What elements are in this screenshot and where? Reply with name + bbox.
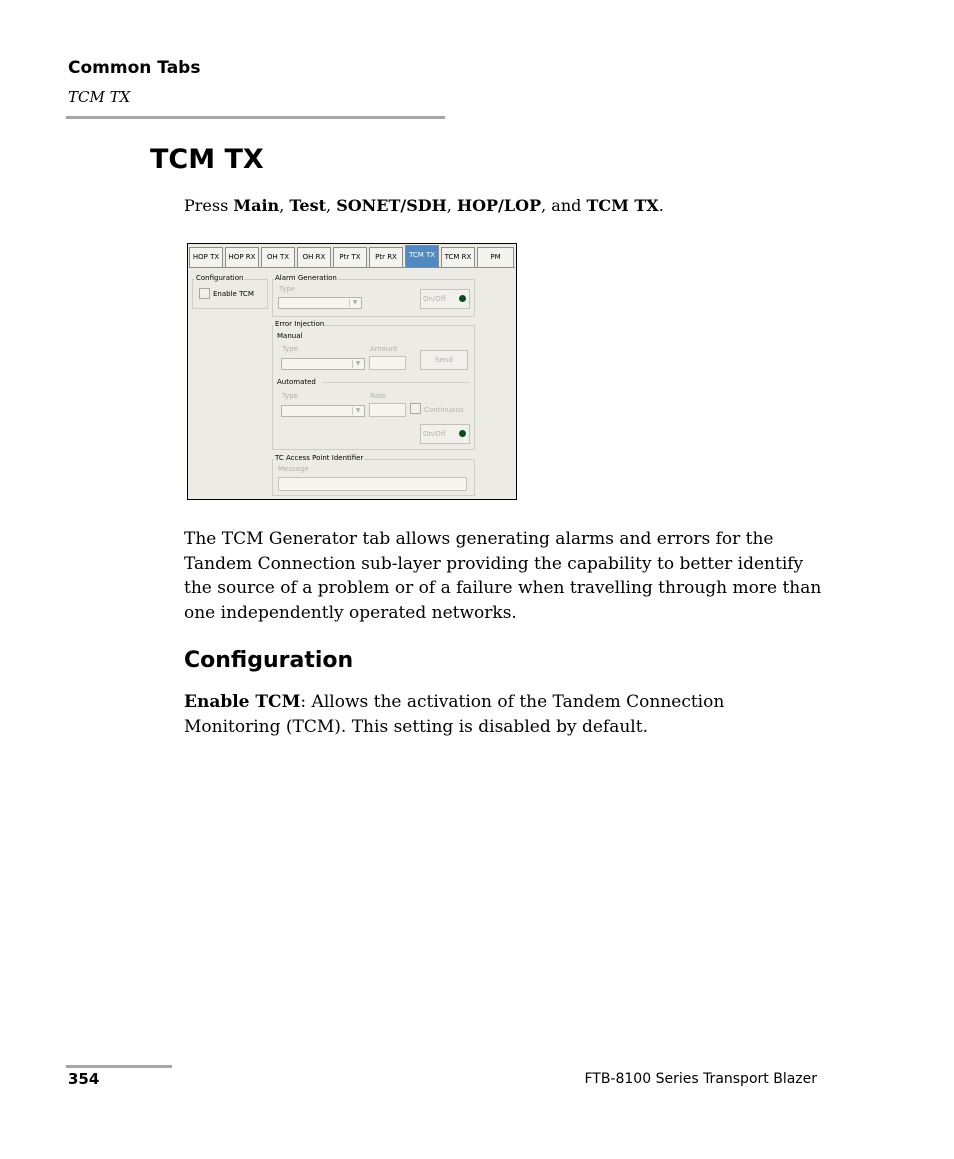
automated-separator [322,382,470,383]
footer-product-title: FTB-8100 Series Transport Blazer [584,1071,817,1087]
amount-label: Amount [370,345,398,353]
automated-type-label: Type [282,392,299,400]
error-injection-label: Error Injection [275,320,325,328]
running-header-section: Common Tabs [68,58,201,78]
intro-sonet: SONET/SDH [336,196,447,215]
running-header-subsection: TCM TX [68,88,131,106]
message-label: Message [278,465,309,473]
automated-type-dropdown[interactable] [281,405,365,417]
manual-type-dropdown[interactable] [281,358,365,370]
configuration-group-label: Configuration [196,274,244,282]
alarm-generation-label: Alarm Generation [275,274,337,282]
page-number: 354 [68,1070,100,1088]
alarm-type-label: Type [279,285,296,293]
intro-comma-2: , [326,196,337,215]
chevron-down-icon: ▼ [352,407,363,415]
tab-tcm-tx[interactable]: TCM TX [405,245,439,268]
tcm-description-paragraph: The TCM Generator tab allows generating alarms and errors for the Tandem Connection sub-layer providing the capability to better identify the source of a problem or of a failure when travelling through more than one independently operated networks. [184,529,822,623]
error-status-led-icon [459,430,466,437]
enable-tcm-checkbox[interactable] [199,288,210,299]
enable-tcm-term: Enable TCM [184,692,301,712]
intro-comma-3: , [446,196,457,215]
footer-rule [66,1065,172,1068]
amount-input[interactable] [369,356,406,370]
tab-ptr-rx[interactable]: Ptr RX [369,247,403,267]
tab-baseline [189,267,515,268]
tab-tcm-rx[interactable]: TCM RX [441,247,475,267]
tab-oh-rx[interactable]: OH RX [297,247,331,267]
alarm-type-dropdown[interactable] [278,297,362,309]
error-onoff-label: On/Off [423,430,446,438]
continuous-checkbox[interactable] [410,403,421,414]
enable-tcm-label: Enable TCM [213,290,254,298]
tab-ptr-tx[interactable]: Ptr TX [333,247,367,267]
chevron-down-icon: ▼ [349,299,360,307]
send-button-label: Send [435,356,453,364]
automated-label: Automated [277,378,316,386]
rate-label: Rate [370,392,387,400]
intro-test: Test [289,196,327,215]
intro-comma-1: , [279,196,290,215]
enable-tcm-description [184,690,824,739]
tab-bar [189,245,516,268]
tc-access-point-label: TC Access Point Identifier [275,454,364,462]
intro-hop: HOP/LOP [456,196,542,215]
message-input[interactable] [278,477,467,491]
alarm-status-led-icon [459,295,466,302]
tcm-tx-screenshot [187,243,517,500]
intro-tcmtx: TCM TX [586,196,659,215]
tab-pm[interactable]: PM [477,247,514,267]
manual-label: Manual [277,332,303,340]
alarm-onoff-label: On/Off [423,295,446,303]
intro-press: Press [184,196,234,215]
send-button[interactable] [420,350,468,370]
rate-input[interactable] [369,403,406,417]
configuration-heading: Configuration [184,648,354,673]
chevron-down-icon: ▼ [352,360,363,368]
enable-tcm-desc: : Allows the activation of the Tandem Connection Monitoring (TCM). This setting is disabled by default. [184,692,725,737]
continuous-label: Continuous [424,406,464,414]
intro-and: , and [541,196,587,215]
intro-main: Main [233,196,280,215]
header-rule [66,116,445,119]
manual-type-label: Type [282,345,299,353]
page-title: TCM TX [150,144,264,175]
tab-hop-tx[interactable]: HOP TX [189,247,223,267]
intro-end: . [658,196,664,215]
tab-hop-rx[interactable]: HOP RX [225,247,259,267]
tab-oh-tx[interactable]: OH TX [261,247,295,267]
intro-instruction [184,196,664,215]
